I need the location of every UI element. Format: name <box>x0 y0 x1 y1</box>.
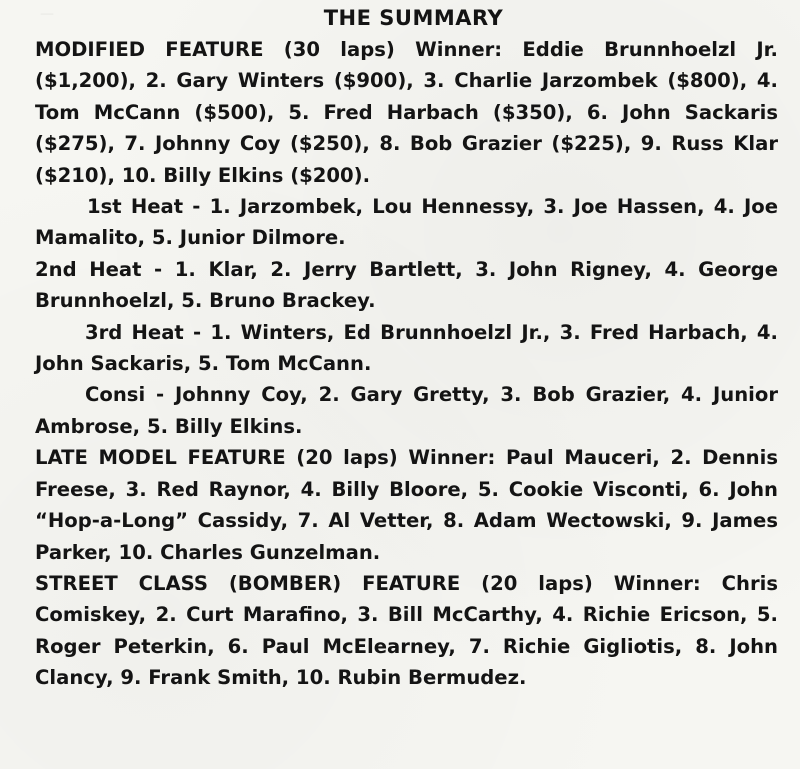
article-title: THE SUMMARY <box>323 6 504 30</box>
paragraph-late-model-feature: LATE MODEL FEATURE (20 laps) Winner: Paul Mauceri, 2. Dennis Freese, 3. Red Raynor, 4. Billy Bloore, 5. Cookie Visconti, 6. John “Hop-a-Long” Cassidy, 7. Al Vetter, 8. Adam Wectowski, 9. James Parker, 10. Charles Gunzelman. <box>35 446 778 564</box>
paragraph-third-heat: 3rd Heat - 1. Winters, Ed Brunnhoelzl Jr., 3. Fred Harbach, 4. John Sackaris, 5. Tom McCann. <box>35 320 778 376</box>
paragraph-modified-feature: MODIFIED FEATURE (30 laps) Winner: Eddie Brunnhoelzl Jr. ($1,200), 2. Gary Winters ($900), 3. Charlie Jarzombek ($800), 4. Tom McCann ($500), 5. Fred Harbach ($350), 6. John Sackaris ($275), 7. Johnny Coy ($250), 8. Bob Grazier ($225), 9. Russ Klar ($210), 10. Billy Elkins ($200). <box>35 38 778 187</box>
bleed-through-text: — <box>40 6 54 22</box>
summary-article <box>35 3 778 694</box>
paragraph-street-class-feature: STREET CLASS (BOMBER) FEATURE (20 laps) Winner: Chris Comiskey, 2. Curt Marafino, 3. Bill McCarthy, 4. Richie Ericson, 5. Roger Peterkin, 6. Paul McElearney, 7. Richie Gigliotis, 8. John Clancy, 9. Frank Smith, 10. Rubin Bermudez. <box>35 571 778 690</box>
paragraph-second-heat: 2nd Heat - 1. Klar, 2. Jerry Bartlett, 3. John Rigney, 4. George Brunnhoelzl, 5. Bruno Brackey. <box>35 257 778 313</box>
paragraph-first-heat: 1st Heat - 1. Jarzombek, Lou Hennessy, 3. Joe Hassen, 4. Joe Mamalito, 5. Junior Dilmore. <box>35 195 778 250</box>
paragraph-consi: Consi - Johnny Coy, 2. Gary Gretty, 3. Bob Grazier, 4. Junior Ambrose, 5. Billy Elkins. <box>35 383 778 438</box>
